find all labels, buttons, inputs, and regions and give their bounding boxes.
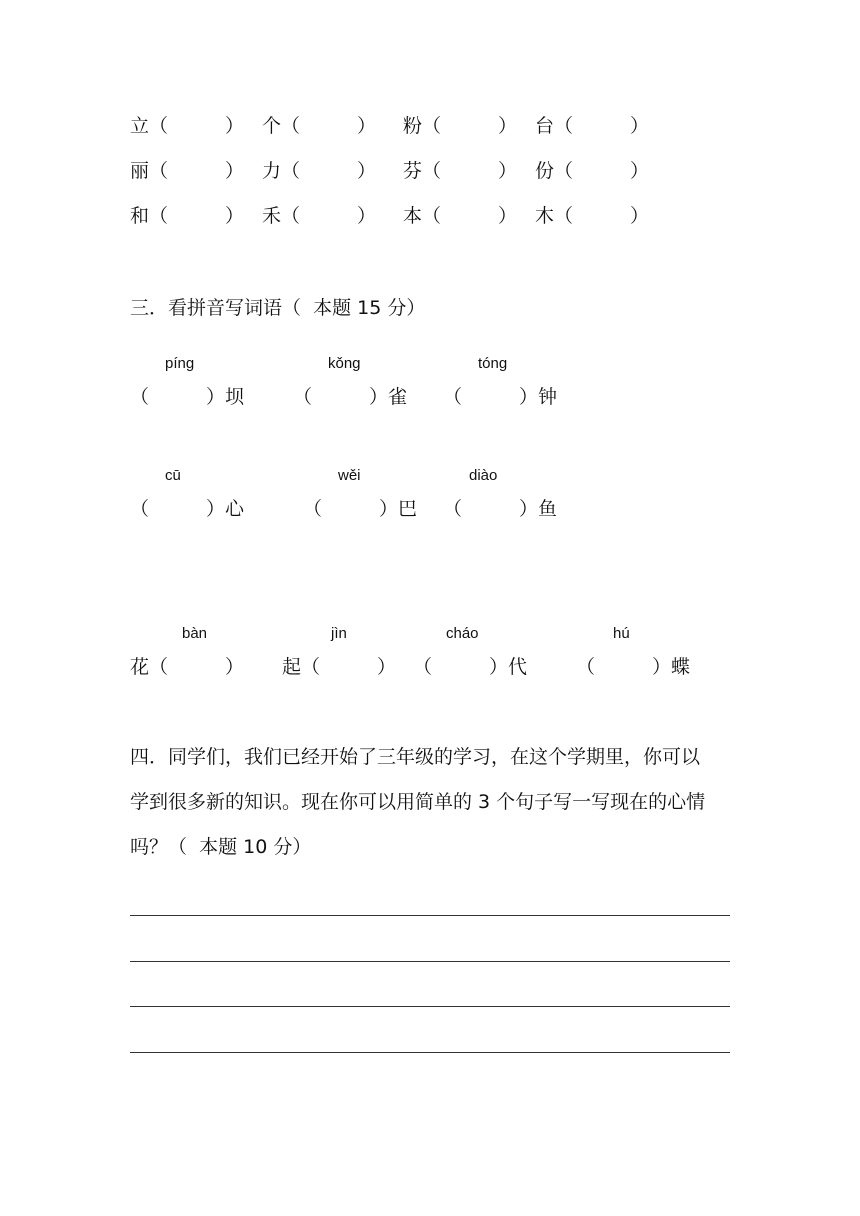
word-blank: （ ）代 (413, 656, 528, 678)
char-cell: 个（ ） (262, 115, 377, 137)
word-blank: （ ）心 (130, 498, 245, 520)
char-cell: 本（ ） (403, 205, 518, 227)
pinyin-label: wěi (338, 467, 361, 484)
char-cell: 粉（ ） (403, 115, 518, 137)
answer-line[interactable] (130, 1052, 730, 1053)
answer-line[interactable] (130, 961, 730, 962)
char-cell: 和（ ） (130, 205, 245, 227)
answer-line[interactable] (130, 915, 730, 916)
question-line: 四．同学们，我们已经开始了三年级的学习，在这个学期里，你可以 (130, 746, 701, 768)
char-cell: 木（ ） (535, 205, 650, 227)
char-cell: 立（ ） (130, 115, 245, 137)
pinyin-label: píng (165, 355, 195, 372)
word-blank: （ ）雀 (293, 386, 408, 408)
char-cell: 力（ ） (262, 160, 377, 182)
char-cell: 芬（ ） (403, 160, 518, 182)
word-blank: 花（ ） (130, 656, 245, 678)
char-cell: 禾（ ） (262, 205, 377, 227)
word-blank: 起（ ） (282, 656, 397, 678)
answer-line[interactable] (130, 1006, 730, 1007)
word-blank: （ ）坝 (130, 386, 245, 408)
pinyin-label: hú (613, 625, 630, 642)
pinyin-label: kǒng (328, 355, 361, 372)
word-blank: （ ）巴 (303, 498, 418, 520)
word-blank: （ ）鱼 (443, 498, 558, 520)
char-cell: 份（ ） (535, 160, 650, 182)
question-line: 学到很多新的知识。现在你可以用简单的 3 个句子写一写现在的心情 (130, 791, 706, 813)
section-3-title: 三．看拼音写词语（ 本题 15 分） (130, 297, 426, 319)
pinyin-label: bàn (182, 625, 208, 642)
pinyin-label: cū (165, 467, 181, 484)
word-blank: （ ）钟 (443, 386, 558, 408)
pinyin-label: tóng (478, 355, 508, 372)
question-line: 吗？（ 本题 10 分） (130, 836, 312, 858)
pinyin-label: jìn (331, 625, 347, 642)
char-cell: 台（ ） (535, 115, 650, 137)
char-cell: 丽（ ） (130, 160, 245, 182)
word-blank: （ ）蝶 (576, 656, 691, 678)
pinyin-label: cháo (446, 625, 479, 642)
pinyin-label: diào (469, 467, 498, 484)
